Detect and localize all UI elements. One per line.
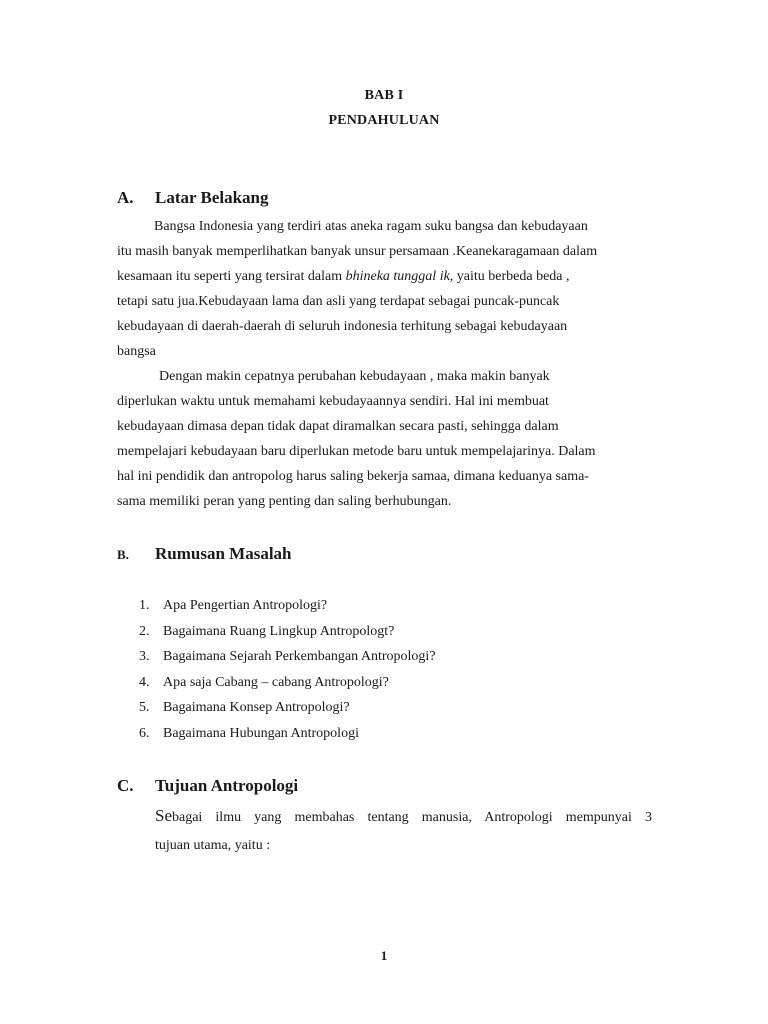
list-number: 4. — [139, 674, 150, 690]
section-c-title: Tujuan Antropologi — [155, 776, 299, 795]
text-line: mempelajari kebudayaan baru diperlukan metode baru untuk mempelajarinya. Dalam — [117, 444, 596, 459]
section-a-heading — [117, 188, 269, 208]
italic-phrase: bhineka tunggal ik, — [345, 269, 454, 284]
list-item — [139, 598, 436, 624]
list-text: Apa saja Cabang – cabang Antropologi? — [163, 674, 389, 690]
text-line: bangsa — [117, 344, 156, 359]
list-item — [139, 649, 436, 675]
text-line: diperlukan waktu untuk memahami kebudayaannya sendiri. Hal ini membuat — [117, 394, 549, 409]
list-number: 3. — [139, 649, 150, 664]
text-line: itu masih banyak memperlihatkan banyak unsur persamaan .Keanekaragamaan dalam — [117, 244, 598, 259]
text-line: sama memiliki peran yang penting dan saling berhubungan. — [117, 494, 452, 509]
text-fragment: bagai ilmu yang membahas tentang manusia, Antropologi mempunyai 3 — [172, 810, 652, 825]
chapter-title: PENDAHULUAN — [328, 113, 440, 128]
list-item — [139, 726, 436, 752]
list-number: 2. — [139, 623, 150, 639]
text-fragment: kesamaan itu seperti yang tersirat dalam — [117, 269, 346, 284]
page-number: 1 — [380, 948, 388, 963]
list-item — [139, 624, 436, 650]
list-text: Bagaimana Ruang Lingkup Antropologt? — [163, 623, 395, 639]
section-c-letter: C. — [117, 776, 134, 795]
list-text: Bagaimana Hubungan Antropologi — [163, 725, 359, 741]
text-line: Bangsa Indonesia yang terdiri atas aneka ragam suku bangsa dan kebudayaan — [154, 219, 588, 234]
problem-list — [139, 598, 436, 751]
text-line: kebudayaan dimasa depan tidak dapat diramalkan secara pasti, sehingga dalam — [117, 419, 559, 434]
list-number: 6. — [139, 725, 150, 741]
section-c-body — [155, 802, 652, 860]
section-c-heading — [117, 776, 298, 796]
list-text: Apa Pengertian Antropologi? — [163, 598, 328, 613]
text-line — [155, 802, 652, 832]
section-b-heading — [117, 544, 292, 564]
section-b-letter: B. — [117, 547, 129, 562]
text-fragment: yaitu berbeda beda , — [453, 269, 570, 284]
list-item — [139, 700, 436, 726]
list-number: 5. — [139, 700, 150, 715]
section-b-title: Rumusan Masalah — [155, 544, 292, 563]
list-number: 1. — [139, 598, 150, 613]
section-a-letter: A. — [117, 188, 134, 207]
text-line — [117, 264, 652, 289]
text-line: Dengan makin cepatnya perubahan kebudayaan , maka makin banyak — [159, 369, 550, 384]
lead-letters: Se — [155, 806, 172, 825]
text-line: tetapi satu jua.Kebudayaan lama dan asli yang terdapat sebagai puncak-puncak — [117, 294, 560, 309]
section-a-body — [117, 214, 652, 514]
text-line: hal ini pendidik dan antropolog harus saling bekerja samaa, dimana keduanya sama- — [117, 469, 589, 484]
section-a-title: Latar Belakang — [155, 188, 269, 207]
text-line: tujuan utama, yaitu : — [155, 838, 271, 853]
chapter-number: BAB I — [364, 88, 404, 103]
list-item — [139, 675, 436, 701]
text-line: kebudayaan di daerah-daerah di seluruh indonesia terhitung sebagai kebudayaan — [117, 319, 568, 334]
list-text: Bagaimana Konsep Antropologi? — [163, 700, 350, 715]
list-text: Bagaimana Sejarah Perkembangan Antropologi? — [163, 649, 436, 664]
